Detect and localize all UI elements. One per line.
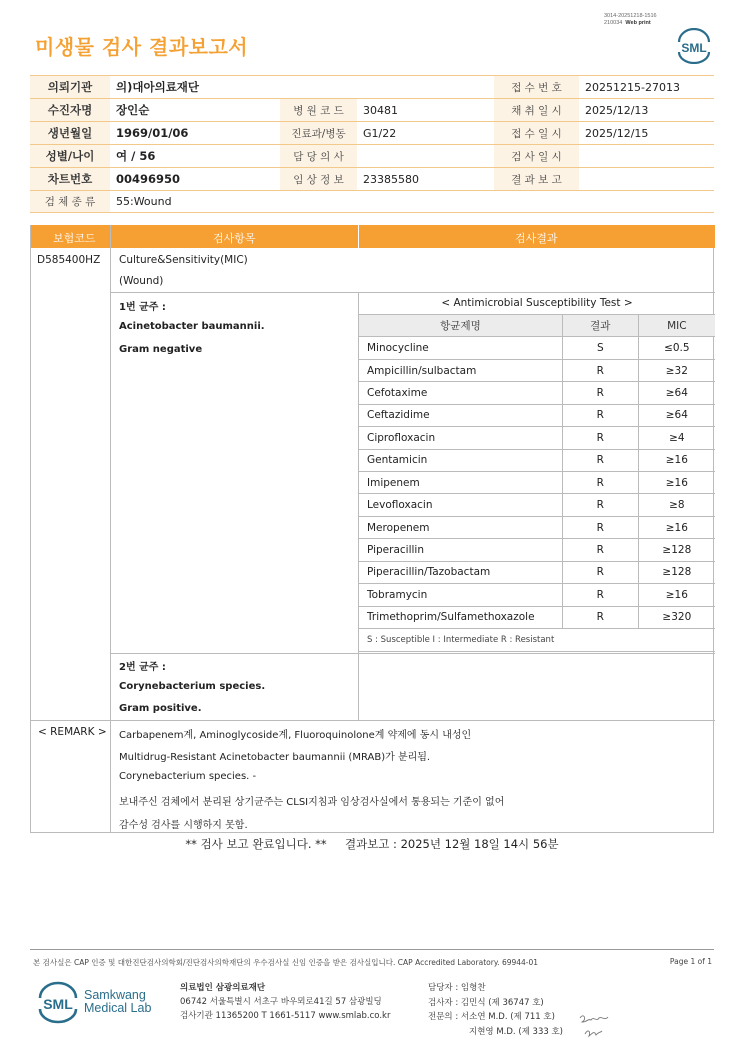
sml-footer-logo-icon: [36, 981, 80, 1025]
ast-mic: ≥64: [638, 404, 715, 426]
ast-legend: S : Susceptible I : Intermediate R : Resistant: [359, 629, 716, 651]
ast-mic: ≥128: [638, 561, 715, 583]
ast-mic: ≥16: [638, 516, 715, 538]
staff-specialist1: 전문의 : 서소연 M.D. (제 711 호): [428, 1012, 555, 1022]
staff-tester: 검사자 : 김민식 (제 36747 호): [428, 997, 544, 1008]
divider: [358, 225, 359, 248]
ast-row: [359, 494, 716, 516]
value-accession-no: 20251215-27013: [579, 76, 714, 99]
ast-mic: ≥8: [638, 494, 715, 516]
label-result-report: 결 과 보 고: [494, 168, 579, 191]
sml-logo-icon: [675, 28, 713, 64]
signature-icon: [577, 1008, 611, 1040]
ast-drug-name: Tobramycin: [359, 584, 563, 606]
remark-line: Corynebacterium species. -: [119, 771, 257, 782]
org-address: 06742 서울특별시 서초구 바우뫼로41길 57 삼광빌딩: [180, 997, 382, 1007]
ast-drug-name: Cefotaxime: [359, 382, 563, 404]
ast-title-row: [359, 292, 716, 314]
print-code-line2: 210034: [604, 20, 623, 26]
ast-drug-name: Minocycline: [359, 337, 563, 359]
ast-legend-row: [359, 629, 716, 651]
ast-result: R: [562, 472, 638, 494]
test-name: Culture&Sensitivity(MIC): [119, 254, 248, 266]
label-department-ward: 진료과/병동: [280, 122, 357, 145]
value-requesting-org: 의)대아의료재단: [110, 76, 494, 99]
ast-row: [359, 606, 716, 628]
ast-result: R: [562, 539, 638, 561]
brand-line1: Samkwang: [84, 988, 146, 1002]
value-physician: [357, 145, 494, 168]
ast-result: R: [562, 561, 638, 583]
organism1-label: 1번 균주 :: [119, 302, 166, 313]
info-row: [30, 145, 714, 168]
organism2-name: Corynebacterium species.: [119, 681, 266, 692]
ast-result: R: [562, 382, 638, 404]
ast-col-result: 결과: [562, 314, 638, 336]
ast-mic: ≥128: [638, 539, 715, 561]
value-specimen-type: 55:Wound: [110, 191, 714, 213]
value-collection-date: 2025/12/13: [579, 99, 714, 122]
footer-org-info: [180, 981, 390, 1023]
remark-line: 감수성 검사를 시행하지 못함.: [119, 820, 248, 831]
sml-logo-text: SML: [681, 41, 707, 55]
ast-drug-name: Piperacillin/Tazobactam: [359, 561, 563, 583]
result-section: [30, 225, 714, 833]
label-receipt-date: 접 수 일 시: [494, 122, 579, 145]
accreditation-note: 본 검사실은 CAP 인증 및 대한진단검사의학회/진단검사의학재단의 우수검사실 신임 인증을 받은 검사실입니다. CAP Accredited Laboratory. 69944-01: [33, 958, 539, 967]
patient-info-table: [30, 75, 714, 213]
value-department-ward: G1/22: [357, 122, 494, 145]
organism1-name: Acinetobacter baumannii.: [119, 321, 265, 332]
info-row: [30, 76, 714, 99]
label-requesting-org: 의뢰기관: [30, 76, 110, 99]
test-specimen: (Wound): [119, 275, 164, 287]
ast-drug-name: Ciprofloxacin: [359, 427, 563, 449]
value-test-date: [579, 145, 714, 168]
ast-col-mic: MIC: [638, 314, 715, 336]
label-patient-name: 수진자명: [30, 99, 110, 122]
ast-header-row: [359, 314, 716, 336]
ast-row: [359, 427, 716, 449]
web-print-label: Web print: [625, 20, 651, 26]
value-chart-no: 00496950: [110, 168, 280, 191]
remark-line: Carbapenem계, Aminoglycoside계, Fluoroquinolone계 약제에 동시 내성인: [119, 730, 472, 741]
col-test-result: 검사결과: [515, 232, 558, 245]
label-physician: 담 당 의 사: [280, 145, 357, 168]
label-chart-no: 차트번호: [30, 168, 110, 191]
ast-drug-name: Ceftazidime: [359, 404, 563, 426]
ast-result: R: [562, 449, 638, 471]
ast-drug-name: Gentamicin: [359, 449, 563, 471]
ast-mic: ≥64: [638, 382, 715, 404]
remark-label: < REMARK >: [38, 726, 107, 738]
ast-drug-name: Levofloxacin: [359, 494, 563, 516]
ast-row: [359, 337, 716, 359]
ast-result: R: [562, 494, 638, 516]
footer-brand: [84, 989, 151, 1015]
ast-mic: ≥16: [638, 449, 715, 471]
info-row: [30, 122, 714, 145]
label-test-date: 검 사 일 시: [494, 145, 579, 168]
divider: [31, 720, 715, 721]
ast-row: [359, 561, 716, 583]
ast-result: R: [562, 427, 638, 449]
ast-result: S: [562, 337, 638, 359]
result-header: [31, 225, 715, 248]
value-hospital-code: 30481: [357, 99, 494, 122]
col-insurance-code: 보험코드: [53, 232, 96, 245]
footer-divider: [30, 949, 714, 950]
ast-row: [359, 539, 716, 561]
label-specimen-type: 검 체 종 류: [30, 191, 110, 213]
label-sex-age: 성별/나이: [30, 145, 110, 168]
ast-result: R: [562, 359, 638, 381]
ast-mic: ≥32: [638, 359, 715, 381]
ast-mic: ≥16: [638, 472, 715, 494]
brand-line2: Medical Lab: [84, 1001, 152, 1015]
ast-drug-name: Trimethoprim/Sulfamethoxazole: [359, 606, 563, 628]
divider: [110, 653, 715, 654]
print-code: [604, 13, 657, 27]
ast-mic: ≤0.5: [638, 337, 715, 359]
ast-row: [359, 584, 716, 606]
value-birth-date: 1969/01/06: [110, 122, 280, 145]
ast-row: [359, 359, 716, 381]
org-contact: 검사기관 11365200 T 1661-5117 www.smlab.co.kr: [180, 1011, 391, 1021]
ast-col-drug: 항균제명: [359, 314, 563, 336]
ast-title: < Antimicrobial Susceptibility Test >: [359, 292, 716, 314]
label-accession-no: 접 수 번 호: [494, 76, 579, 99]
ast-result: R: [562, 404, 638, 426]
ast-row: [359, 516, 716, 538]
value-sex-age: 여 / 56: [110, 145, 280, 168]
ast-result: R: [562, 516, 638, 538]
ast-drug-name: Meropenem: [359, 516, 563, 538]
value-receipt-date: 2025/12/15: [579, 122, 714, 145]
ast-result: R: [562, 584, 638, 606]
remark-line: Multidrug-Resistant Acinetobacter baumannii (MRAB)가 분리됨.: [119, 752, 431, 763]
report-title: 미생물 검사 결과보고서: [35, 35, 249, 59]
staff-manager: 담당자 : 임형찬: [428, 983, 486, 993]
value-result-report: [579, 168, 714, 191]
remark-line: 보내주신 검체에서 분리된 상기균주는 CLSI지침과 임상검사실에서 통용되는 기준이 없어: [119, 797, 505, 808]
info-row: [30, 191, 714, 213]
ast-table: [358, 292, 715, 652]
label-birth-date: 생년월일: [30, 122, 110, 145]
report-timestamp: 결과보고 : 2025년 12월 18일 14시 56분: [344, 837, 559, 851]
completion-line: [0, 836, 744, 852]
col-test-item: 검사항목: [213, 232, 256, 245]
ast-drug-name: Imipenem: [359, 472, 563, 494]
ast-row: [359, 472, 716, 494]
sml-footer-logo-text: SML: [43, 996, 73, 1012]
report-complete-text: ** 검사 보고 완료입니다. **: [185, 837, 327, 851]
organism1-gram: Gram negative: [119, 344, 203, 355]
ast-row: [359, 404, 716, 426]
page-number: Page 1 of 1: [669, 957, 712, 966]
label-collection-date: 채 취 일 시: [494, 99, 579, 122]
label-clinical-info: 임 상 정 보: [280, 168, 357, 191]
insurance-code: D585400HZ: [37, 254, 101, 266]
divider: [110, 225, 111, 833]
ast-mic: ≥320: [638, 606, 715, 628]
info-row: [30, 168, 714, 191]
organism2-label: 2번 균주 :: [119, 662, 166, 673]
staff-specialist2: 지현영 M.D. (제 333 호): [469, 1026, 564, 1037]
print-code-line1: 3014-20251218-1516: [604, 13, 657, 19]
ast-drug-name: Ampicillin/sulbactam: [359, 359, 563, 381]
ast-row: [359, 382, 716, 404]
value-patient-name: 장인순: [110, 99, 280, 122]
info-row: [30, 99, 714, 122]
org-name: 의료법인 삼광의료재단: [180, 983, 266, 993]
label-hospital-code: 병 원 코 드: [280, 99, 357, 122]
ast-drug-name: Piperacillin: [359, 539, 563, 561]
organism2-gram: Gram positive.: [119, 703, 202, 714]
footer-staff: [428, 981, 563, 1039]
ast-result: R: [562, 606, 638, 628]
ast-mic: ≥16: [638, 584, 715, 606]
value-clinical-info: 23385580: [357, 168, 494, 191]
ast-mic: ≥4: [638, 427, 715, 449]
ast-row: [359, 449, 716, 471]
